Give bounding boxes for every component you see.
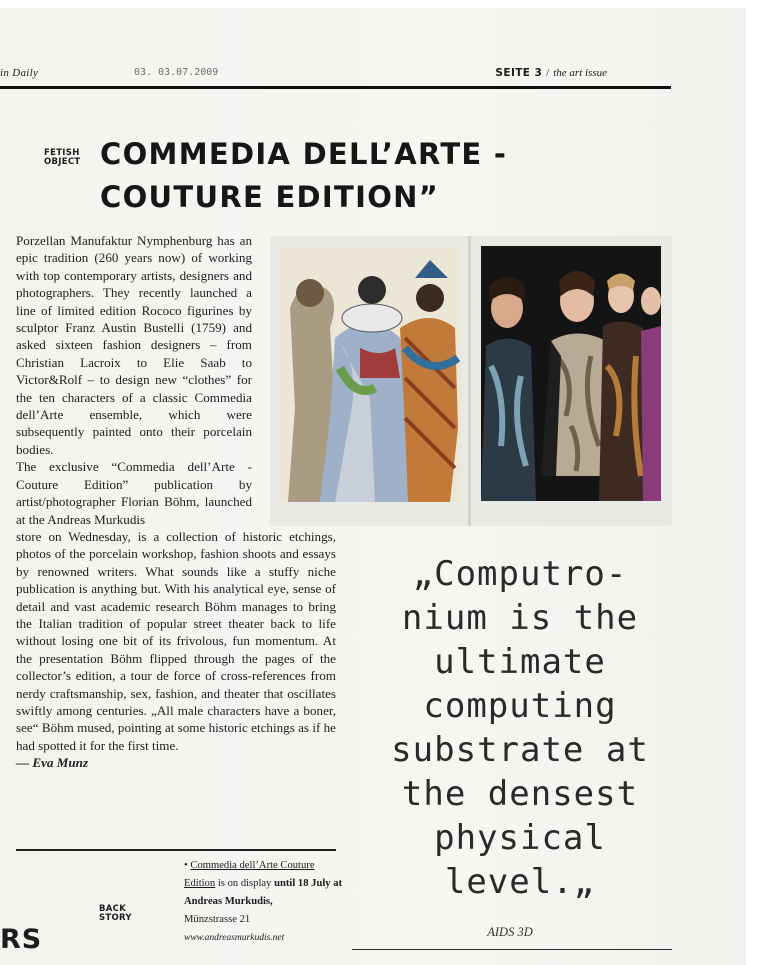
partial-footer-word: RS bbox=[0, 924, 43, 955]
kicker-line-2: OBJECT bbox=[44, 157, 81, 167]
page-label: SEITE 3 bbox=[495, 67, 543, 79]
quote-source: AIDS 3D bbox=[487, 925, 533, 939]
page-info bbox=[495, 67, 607, 79]
backstory-url: www.andreasmurkudis.net bbox=[184, 933, 285, 943]
quote-line-8: level.„ bbox=[444, 862, 596, 902]
bullet-icon: • bbox=[184, 860, 188, 871]
backstory-rule bbox=[16, 849, 336, 851]
quote-rule bbox=[352, 949, 672, 950]
quote-line-6: the densest bbox=[401, 774, 639, 814]
models-photograph bbox=[481, 246, 661, 501]
headline-line-1: COMMEDIA DELL’ARTE - bbox=[100, 137, 508, 171]
kicker-line-1: FETISH bbox=[44, 148, 80, 158]
article-byline: — Eva Munz bbox=[16, 755, 89, 771]
fashion-show-photo bbox=[481, 246, 661, 501]
quote-line-4: computing bbox=[423, 686, 617, 726]
kicker-label bbox=[44, 149, 88, 167]
pull-quote bbox=[352, 552, 688, 904]
backstory-info bbox=[184, 857, 344, 947]
paper-name: in Daily bbox=[0, 67, 39, 79]
quote-line-2: nium is the bbox=[401, 598, 639, 638]
backstory-label-line-2: STORY bbox=[99, 913, 132, 923]
backstory-dates: until 18 July at Andreas Murkudis, bbox=[184, 878, 343, 907]
commedia-figures-illustration bbox=[280, 248, 461, 502]
backstory-address: Münzstrasse 21 bbox=[184, 914, 251, 925]
quote-line-7: physical bbox=[434, 818, 606, 858]
article-headline bbox=[100, 133, 620, 219]
running-head bbox=[0, 67, 671, 83]
quote-line-5: substrate at bbox=[391, 730, 649, 770]
scan-top-margin bbox=[0, 0, 760, 8]
etching-photo bbox=[280, 248, 461, 502]
backstory-item-title: Commedia dell’Arte Couture Edition bbox=[184, 860, 315, 889]
backstory-on-display: is on display bbox=[217, 878, 272, 889]
section-name: the art issue bbox=[553, 67, 607, 79]
headline-line-2: COUTURE EDITION” bbox=[100, 180, 440, 214]
header-rule bbox=[0, 86, 671, 89]
backstory-label-line-1: BACK bbox=[99, 904, 127, 914]
photo-spread bbox=[270, 236, 672, 526]
page-gutter bbox=[468, 236, 471, 526]
paragraph-1: Porzellan Manufaktur Nymphenburg has an epic tradition (260 years now) of working with top contemporary artists, designers and photographers. They recently launched a line of limited edition Rococo figurines by sculptor Franz Austin Bustelli (1759) and asked sixteen fashion designers – from Christian Lacroix to Elie Saab to Victor&Rolf – to design new “clothes” for the ten characters of a classic Commedia dell’Arte ensemble, which were subsequently painted onto their porcelain bodies. bbox=[16, 233, 252, 457]
header-separator: / bbox=[546, 67, 550, 79]
issue-date: 03. 03.07.2009 bbox=[134, 67, 219, 78]
paragraph-2-start: The exclusive “Commedia dell’Arte - Couture Edition” publication by artist/photographer Florian Böhm, launched at the Andreas Murkudis bbox=[16, 459, 252, 527]
quote-line-1: „Computro- bbox=[412, 554, 628, 594]
backstory-label bbox=[99, 905, 159, 923]
scan-right-margin bbox=[746, 0, 760, 965]
paragraph-2-rest: store on Wednesday, is a collection of historic etchings, photos of the porcelain workshop, fashion shoots and essays by renowned writers. What sounds like a stuffy niche publication is anything but. With his analytical eye, sense of detail and vast academic research Böhm manages to bring the Italian tradition of popular street theater back to life without losing one bit of its frivolous, fun momentum. At the presentation Böhm flipped through the pages of the collector’s edition, a tour de force of cross-references from nerdy craftsmanship, sex, fashion, and theater that oscillates swiftly among centuries. „All male characters have a boner, see“ Böhm mused, pointing at some historic etchings as if he had spotted it for the first time. bbox=[16, 528, 336, 753]
quote-line-3: ultimate bbox=[434, 642, 606, 682]
